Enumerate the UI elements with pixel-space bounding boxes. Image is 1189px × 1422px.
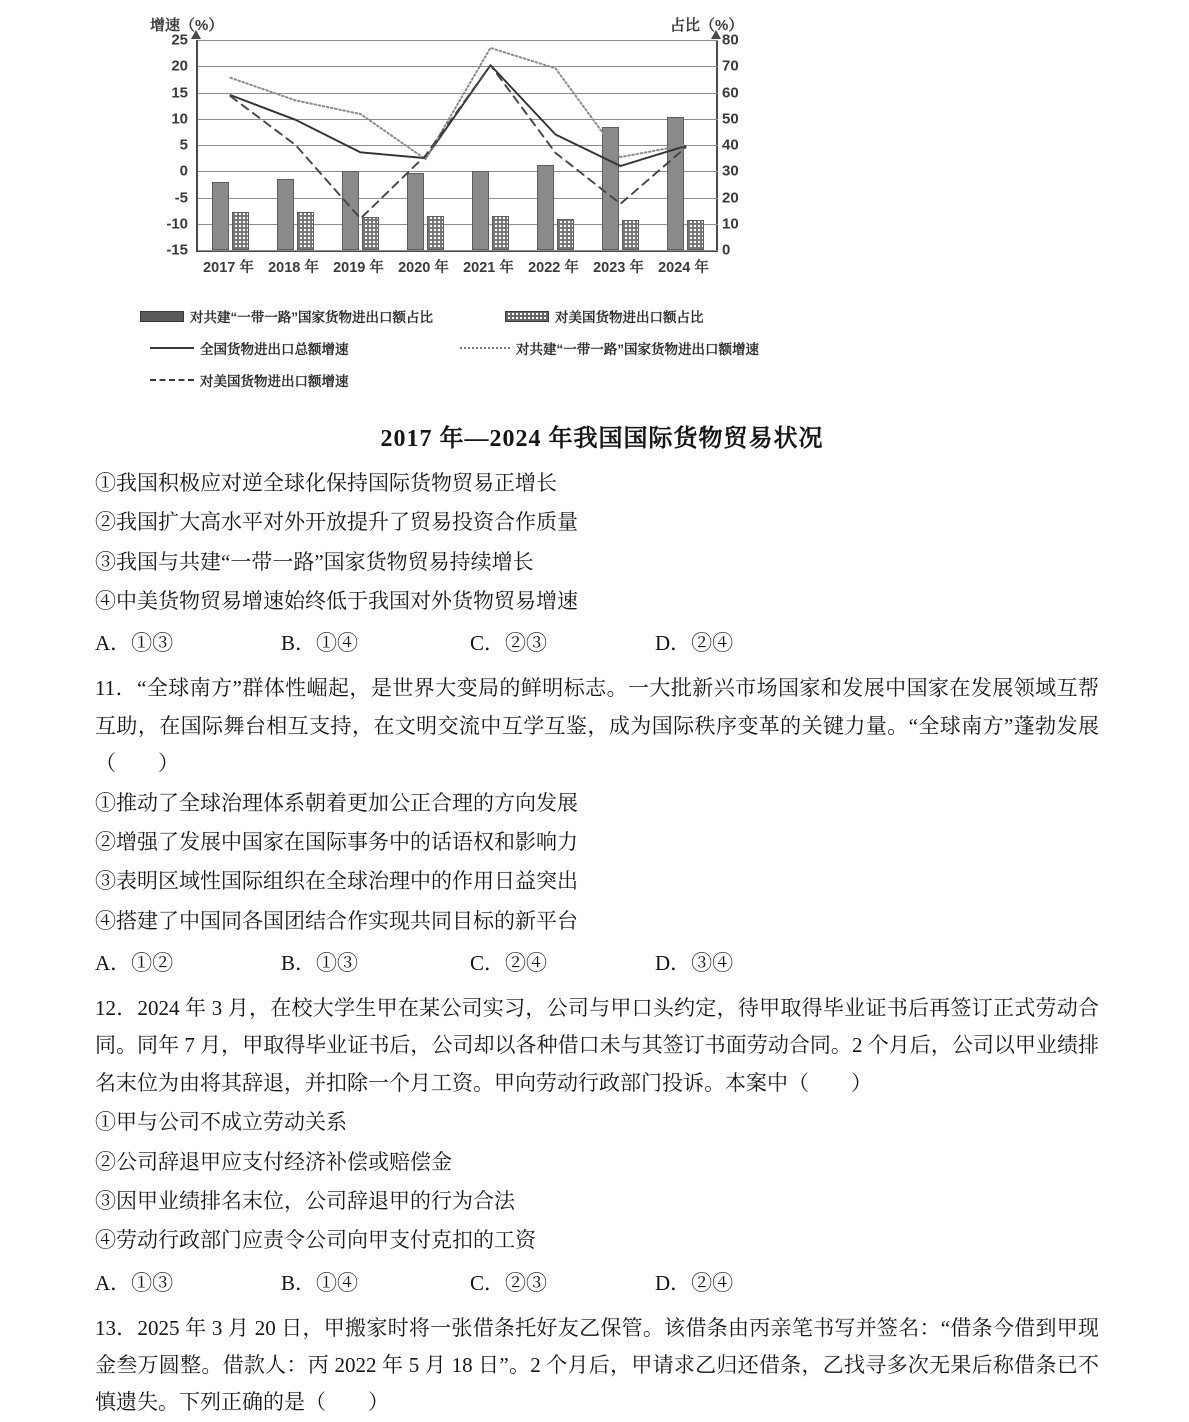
legend-label-belt-road-share: 对共建“一带一路”国家货物进出口额占比 (190, 310, 433, 325)
q11-item-4: ④搭建了中国同各国团结合作实现共同目标的新平台 (95, 908, 578, 933)
y-left-tick-25: 25 (171, 31, 188, 49)
legend-label-national-growth: 全国货物进出口总额增速 (200, 342, 349, 357)
y-right-tick-60: 60 (722, 84, 739, 101)
x-axis-label: 2021 年 (463, 260, 514, 276)
q13-stem: 13．2025 年 3 月 20 日，甲搬家时将一张借条托好友乙保管。该借条由丙亲笔书写并签名：“借条今借到甲现金叁万圆整。借款人：丙 2022 年 5 月 18 日”。2 个月后，甲请求乙归还借条，乙找寻多次无果后称借条已不慎遗失。下列正确的是（ ） (95, 1315, 1099, 1415)
gridline (198, 250, 718, 251)
y-left-tick-0: 0 (179, 162, 188, 180)
dotted-line-swatch-icon (460, 347, 510, 349)
x-axis-labels (196, 256, 716, 280)
y-right-tick-0: 0 (722, 241, 731, 259)
right-axis-title: 占比（%） (670, 17, 744, 34)
q10-option-a[interactable]: A．①③ (95, 631, 174, 656)
q12-item-2: ②公司辞退甲应支付经济补偿或赔偿金 (95, 1149, 452, 1174)
y-right-tick-40: 40 (722, 136, 739, 154)
x-axis-label: 2019 年 (333, 260, 384, 276)
y-right-tick-80: 80 (722, 31, 739, 49)
document-body (95, 420, 1099, 1422)
legend-label-usa-share: 对美国货物进出口额占比 (555, 310, 704, 325)
line-dotted (231, 48, 686, 159)
legend-label-belt-road-growth: 对共建“一带一路”国家货物进出口额增速 (516, 342, 759, 357)
right-axis-arrow-icon (711, 30, 721, 39)
y-left-tick-20: 20 (171, 57, 188, 75)
chart-plot-area (150, 31, 770, 290)
legend-label-usa-growth: 对美国货物进出口额增速 (200, 374, 349, 389)
y-left-tick-m10: -10 (166, 215, 188, 233)
solid-bar-swatch-icon (140, 311, 184, 322)
q10-options (95, 626, 1099, 660)
q12-option-c[interactable]: C．②③ (470, 1270, 548, 1295)
legend-item-usa-share (505, 306, 704, 326)
legend-item-belt-road-growth (460, 338, 759, 358)
q10-item-4: ④中美货物贸易增速始终低于我国对外货物贸易增速 (95, 589, 578, 613)
x-axis-label: 2024 年 (658, 260, 709, 276)
x-axis-label: 2020 年 (398, 260, 449, 276)
q10-option-b[interactable]: B．①④ (281, 631, 359, 656)
line-dashed (231, 65, 686, 218)
legend-item-belt-road-share (140, 306, 433, 326)
y-right-tick-30: 30 (722, 162, 739, 180)
x-axis-label: 2023 年 (593, 260, 644, 276)
y-right-tick-70: 70 (722, 57, 739, 75)
left-axis-title: 增速（%） (150, 17, 224, 34)
q12-item-4: ④劳动行政部门应责令公司向甲支付克扣的工资 (95, 1228, 536, 1253)
q11-item-3: ③表明区域性国际组织在全球治理中的作用日益突出 (95, 869, 578, 894)
y-left-tick-10: 10 (171, 110, 188, 128)
q12-item-3: ③因甲业绩排名末位，公司辞退甲的行为合法 (95, 1188, 515, 1213)
y-right-tick-20: 20 (722, 189, 739, 206)
chart-axis-titles (130, 14, 790, 40)
q10-item-1: ①我国积极应对逆全球化保持国际货物贸易正增长 (95, 470, 557, 495)
y-right-tick-10: 10 (722, 215, 739, 233)
legend-row-2 (130, 338, 830, 370)
y-left-tick-m5: -5 (174, 189, 188, 206)
q11-option-d[interactable]: D．③④ (655, 951, 734, 975)
chart-legend (130, 306, 830, 402)
q11-option-a[interactable]: A．①② (95, 951, 174, 975)
legend-row-1 (130, 306, 830, 338)
chart-caption: 2017 年—2024 年我国国际货物贸易状况 (380, 426, 824, 452)
q11-option-b[interactable]: B．①③ (281, 951, 359, 975)
x-axis-label: 2018 年 (268, 260, 319, 276)
q11-item-2: ②增强了发展中国家在国际事务中的话语权和影响力 (95, 829, 578, 854)
q12-stem: 12．2024 年 3 月，在校大学生甲在某公司实习，公司与甲口头约定，待甲取得毕业证书后再签订正式劳动合同。同年 7 月，甲取得毕业证书后，公司却以各种借口未与其签订书面劳动合同。2 个月后，公司以甲业绩排名末位为由将其辞退，并扣除一个月工资。甲向劳动行政部门投诉。本案中（ ） (95, 996, 1099, 1095)
q10-item-3: ③我国与共建“一带一路”国家货物贸易持续增长 (95, 549, 534, 574)
q12-option-b[interactable]: B．①④ (281, 1270, 359, 1295)
line-series-layer (198, 40, 718, 250)
hatched-bar-swatch-icon (505, 311, 549, 322)
q11-option-c[interactable]: C．②④ (470, 951, 548, 975)
y-right-tick-50: 50 (722, 110, 739, 128)
plot-canvas (196, 40, 718, 252)
x-axis-label: 2017 年 (203, 260, 254, 276)
q11-stem: 11．“全球南方”群体性崛起，是世界大变局的鲜明标志。一大批新兴市场国家和发展中国家在发展领域互帮互助，在国际舞台相互支持，在文明交流中互学互鉴，成为国际秩序变革的关键力量。“全球南方”蓬勃发展（ ） (95, 676, 1099, 776)
q12-item-1: ①甲与公司不成立劳动关系 (95, 1110, 347, 1135)
solid-line-swatch-icon (150, 347, 194, 349)
y-left-tick-15: 15 (171, 84, 188, 101)
y-left-tick-5: 5 (179, 136, 188, 154)
dashed-line-swatch-icon (150, 379, 194, 381)
q10-item-2: ②我国扩大高水平对外开放提升了贸易投资合作质量 (95, 510, 578, 535)
legend-row-3 (130, 370, 830, 402)
q12-option-d[interactable]: D．②④ (655, 1270, 734, 1295)
y-left-tick-m15: -15 (166, 241, 188, 259)
q11-options (95, 946, 1099, 980)
q12-options (95, 1266, 1099, 1300)
left-axis-arrow-icon (191, 30, 201, 39)
legend-item-usa-growth (150, 370, 349, 390)
q10-option-d[interactable]: D．②④ (655, 631, 734, 656)
trade-chart (130, 0, 790, 290)
x-axis-label: 2022 年 (528, 260, 579, 276)
line-solid (231, 65, 686, 166)
legend-item-national-growth (150, 338, 349, 358)
q10-option-c[interactable]: C．②③ (470, 631, 548, 656)
q12-option-a[interactable]: A．①③ (95, 1270, 174, 1295)
q11-item-1: ①推动了全球治理体系朝着更加公正合理的方向发展 (95, 790, 578, 815)
